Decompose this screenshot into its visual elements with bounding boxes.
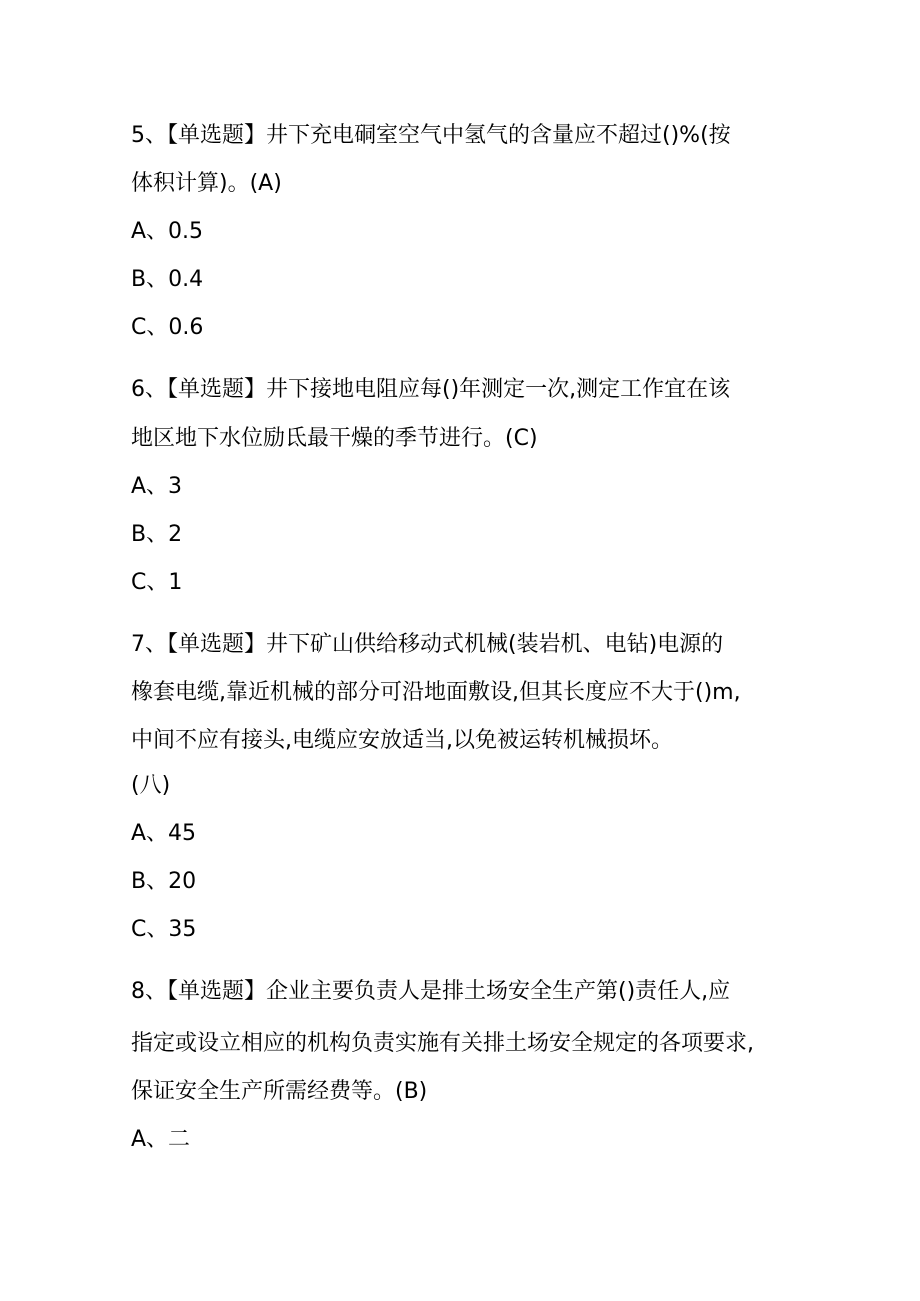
q7-stem-line-2: 橡套电缆,靠近机械的部分可沿地面敷设,但其长度应不大于()m, <box>131 680 741 705</box>
q8-option-a: A、二 <box>131 1127 191 1152</box>
q7-option-a: A、45 <box>131 821 197 846</box>
q8-stem-line-1: 8、【单选题】企业主要负责人是排土场安全生产第()责任人,应 <box>131 979 731 1004</box>
q6-stem-line-1: 6、【单选题】井下接地电阻应每()年测定一次,测定工作宜在该 <box>131 377 731 402</box>
q7-stem-line-4: (八) <box>131 773 171 798</box>
q6-option-c: C、1 <box>131 570 183 595</box>
q7-stem-line-3: 中间不应有接头,电缆应安放适当,以免被运转机械损坏。 <box>131 728 673 753</box>
q5-option-b: B、0.4 <box>131 267 204 292</box>
q5-stem-line-2: 体积计算)。(A) <box>131 171 282 196</box>
q5-option-a: A、0.5 <box>131 219 204 244</box>
q6-option-b: B、2 <box>131 522 183 547</box>
q6-stem-line-2: 地区地下水位励氐最干燥的季节进行。(C) <box>131 426 538 451</box>
q8-stem-line-3: 保证安全生产所需经费等。(B) <box>131 1079 428 1104</box>
q5-option-c: C、0.6 <box>131 315 204 340</box>
q6-option-a: A、3 <box>131 474 183 499</box>
q7-stem-line-1: 7、【单选题】井下矿山供给移动式机械(装岩机、电钻)电源的 <box>131 632 724 657</box>
q7-option-c: C、35 <box>131 917 197 942</box>
q8-stem-line-2: 指定或设立相应的机构负责实施有关排土场安全规定的各项要求, <box>131 1031 754 1056</box>
q5-stem-line-1: 5、【单选题】井下充电硐室空气中氢气的含量应不超过()%(按 <box>131 123 731 148</box>
q7-option-b: B、20 <box>131 869 197 894</box>
